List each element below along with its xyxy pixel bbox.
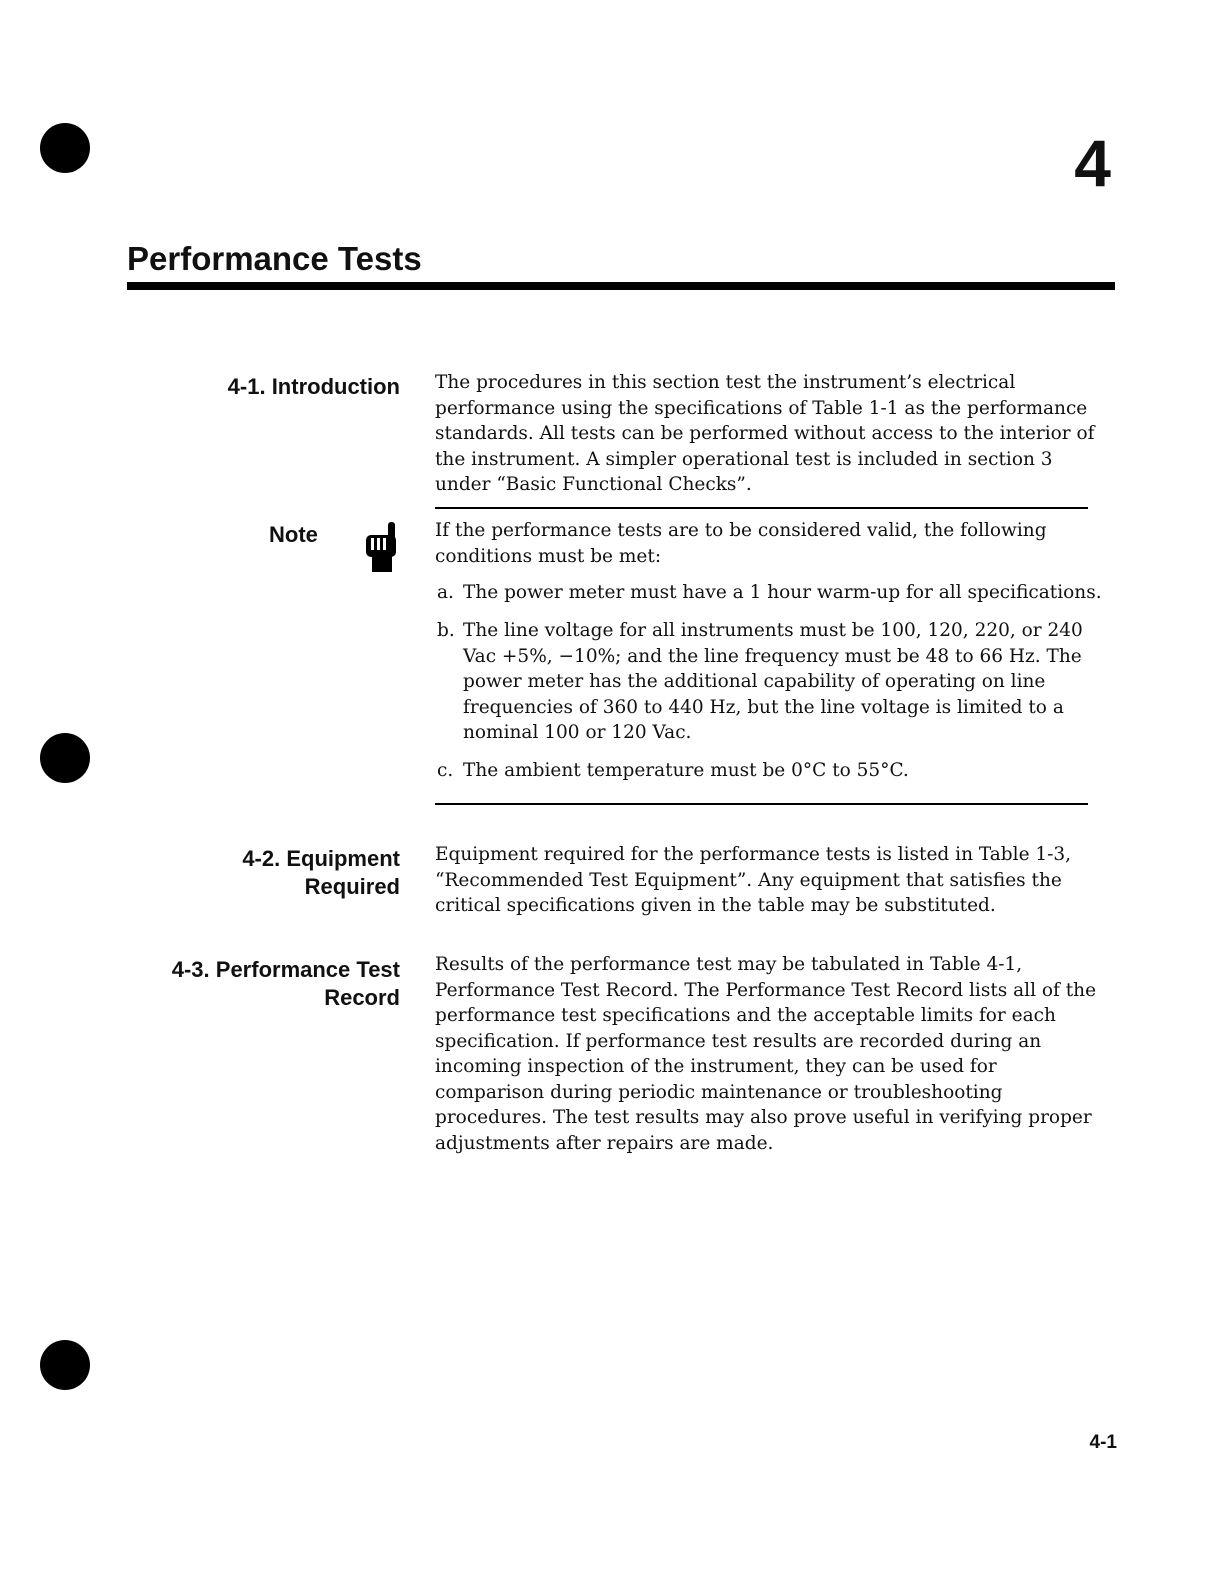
list-text: The line voltage for all instruments must be 100, 120, 220, or 240 Vac +5%, −10%; and the line frequency must be 48 to 66 Hz. The power meter has the additional capability of operating on line frequencies of 360 to 440 Hz, but the line voltage is limited to a nominal 100 or 120 Vac. (463, 620, 1083, 743)
equipment-required-paragraph: Equipment required for the performance tests is listed in Table 1-3, “Recommended Test Equipment”. Any equipment that satisfies the critical specifications given in the table may be substituted. (435, 844, 1072, 916)
list-marker: a. (437, 582, 454, 603)
note-intro (435, 518, 1105, 569)
note-bottom-rule (435, 803, 1088, 805)
section-heading-introduction: 4-1. Introduction (227, 374, 400, 399)
list-text: The ambient temperature must be 0°C to 55°C. (463, 760, 909, 781)
note-top-rule (435, 507, 1088, 509)
note-intro-text: If the performance tests are to be considered valid, the following conditions must be met: (435, 520, 1047, 567)
introduction-paragraph: The procedures in this section test the instrument’s electrical performance using the specifications of Table 1-1 as the performance standards. All tests can be performed without access to the interior of the instrument. A simpler operational test is included in section 3 under “Basic Functional Checks”. (435, 372, 1095, 495)
heading-line: 4-2. Equipment (242, 846, 400, 871)
pointing-hand-icon (362, 522, 398, 572)
note-label: Note (269, 522, 318, 547)
punch-hole (40, 123, 90, 173)
list-text: The power meter must have a 1 hour warm-up for all specifications. (463, 582, 1102, 603)
heading-line: Required (304, 874, 400, 899)
introduction-body (435, 370, 1105, 498)
list-marker: b. (437, 620, 455, 641)
performance-test-record-body (435, 952, 1105, 1156)
punch-hole (40, 1340, 90, 1390)
chapter-number: 4 (1074, 126, 1111, 200)
heading-line: Record (324, 985, 400, 1010)
title-rule (127, 282, 1115, 290)
chapter-title: Performance Tests (127, 240, 422, 277)
equipment-required-body (435, 842, 1105, 919)
section-heading-equipment-required (100, 845, 400, 901)
performance-test-record-paragraph: Results of the performance test may be tabulated in Table 4-1, Performance Test Record. The Performance Test Record lists all of the performance test specifications and the acceptable limits for each specification. If performance test results are recorded during an incoming inspection of the instrument, they can be used for comparison during periodic maintenance or troubleshooting procedures. The test results may also prove useful in verifying proper adjustments after repairs are made. (435, 954, 1097, 1154)
punch-hole (40, 733, 90, 783)
page-number: 4-1 (1089, 1432, 1117, 1453)
list-marker: c. (437, 760, 454, 781)
heading-line: 4-3. Performance Test (171, 957, 400, 982)
section-heading-performance-test-record (100, 956, 400, 1012)
